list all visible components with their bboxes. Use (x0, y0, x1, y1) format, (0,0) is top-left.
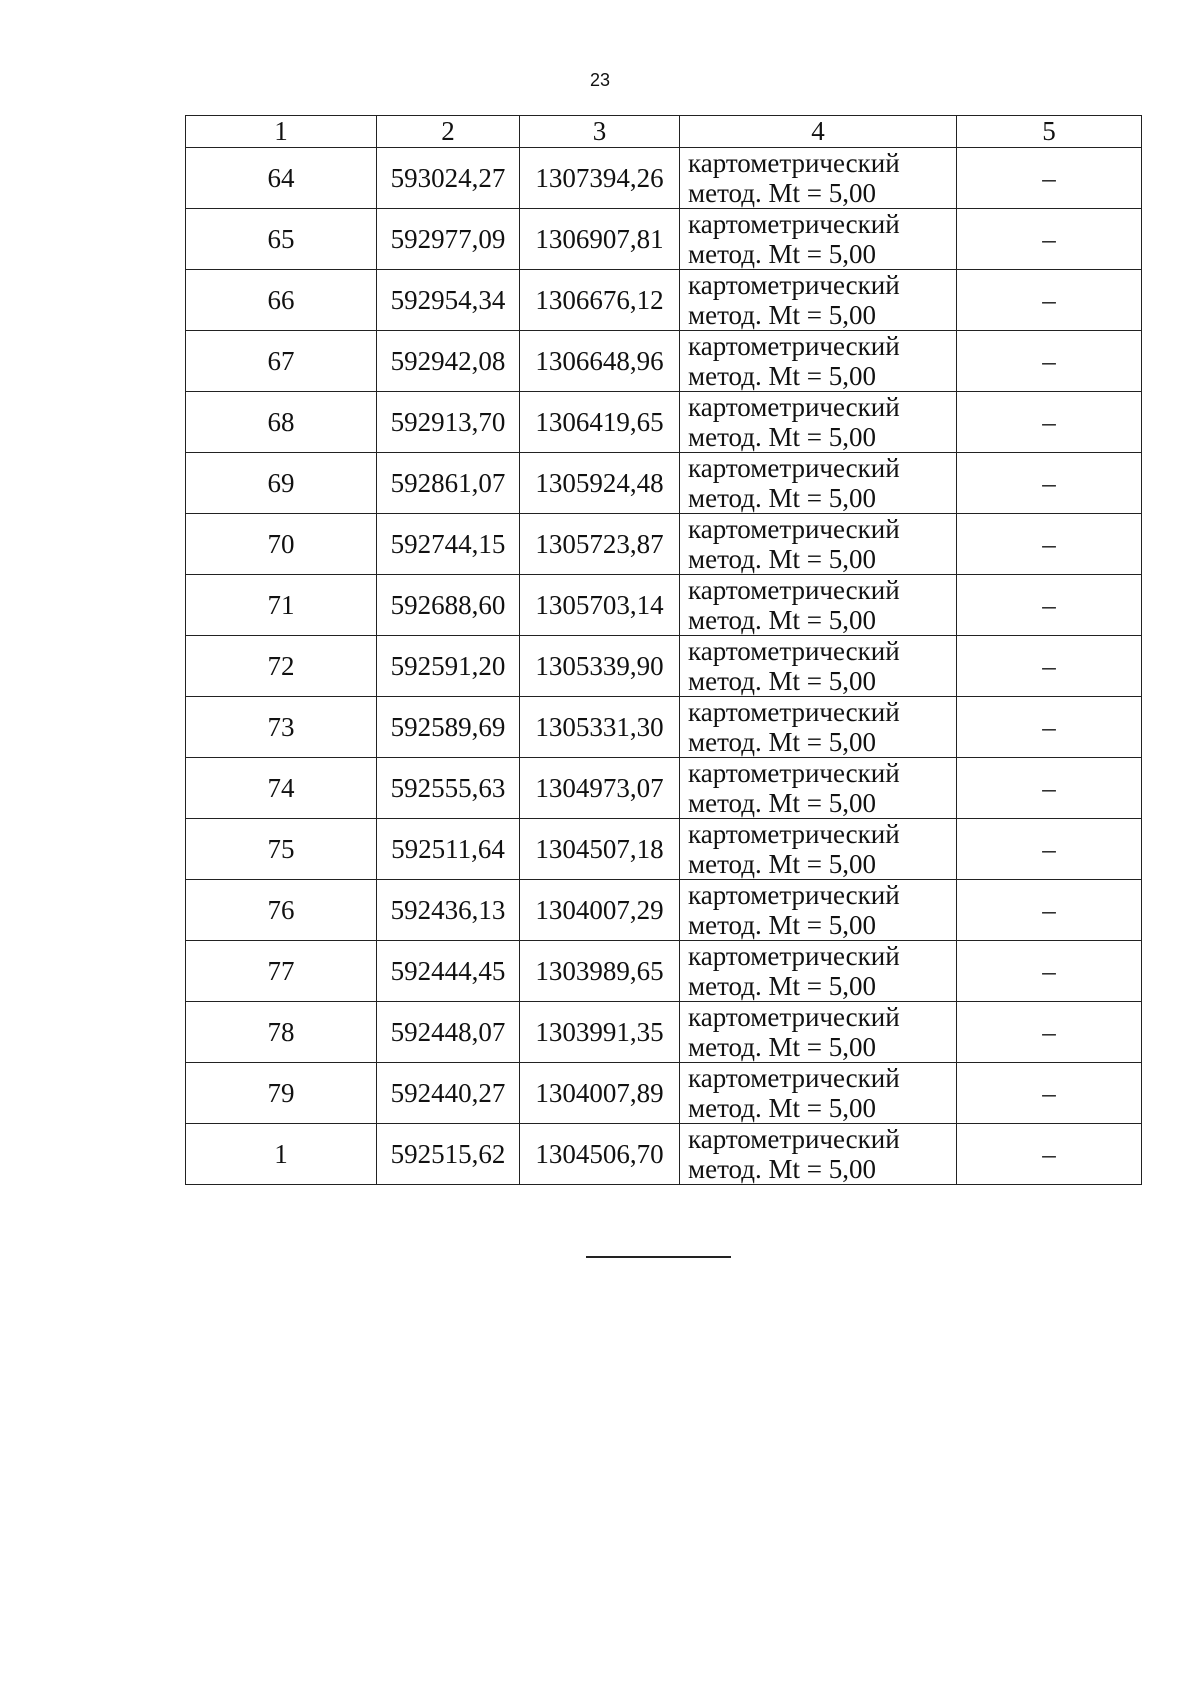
table-row (186, 209, 1142, 270)
point-number-cell: 68 (186, 392, 377, 453)
method-text-line1: картометрический (688, 392, 900, 422)
point-number-cell: 79 (186, 1063, 377, 1124)
method-cell (680, 392, 957, 453)
y-coordinate-cell: 1304007,89 (520, 1063, 680, 1124)
y-coordinate-cell: 1306676,12 (520, 270, 680, 331)
point-number-cell: 75 (186, 819, 377, 880)
note-cell: – (957, 209, 1142, 270)
note-cell: – (957, 148, 1142, 209)
method-cell (680, 148, 957, 209)
y-coordinate-cell: 1305331,30 (520, 697, 680, 758)
table-header (186, 116, 1142, 148)
method-text-line2: метод. Mt = 5,00 (688, 788, 876, 818)
note-cell: – (957, 1124, 1142, 1185)
y-coordinate-cell: 1305703,14 (520, 575, 680, 636)
point-number-cell: 77 (186, 941, 377, 1002)
method-text-line1: картометрический (688, 575, 900, 605)
point-number-cell: 1 (186, 1124, 377, 1185)
y-coordinate-cell: 1304507,18 (520, 819, 680, 880)
method-cell (680, 880, 957, 941)
point-number-cell: 72 (186, 636, 377, 697)
point-number-cell: 78 (186, 1002, 377, 1063)
method-text-line1: картометрический (688, 880, 900, 910)
note-cell: – (957, 575, 1142, 636)
method-text-line1: картометрический (688, 453, 900, 483)
table-row (186, 636, 1142, 697)
table-row (186, 819, 1142, 880)
point-number-cell: 67 (186, 331, 377, 392)
point-number-cell: 73 (186, 697, 377, 758)
page-number: 23 (589, 70, 611, 90)
table-row (186, 575, 1142, 636)
table-row (186, 1124, 1142, 1185)
method-text-line1: картометрический (688, 148, 900, 178)
x-coordinate-cell: 592448,07 (377, 1002, 520, 1063)
table-row (186, 1002, 1142, 1063)
table-row (186, 880, 1142, 941)
note-cell: – (957, 819, 1142, 880)
y-coordinate-cell: 1305723,87 (520, 514, 680, 575)
note-cell: – (957, 392, 1142, 453)
y-coordinate-cell: 1303991,35 (520, 1002, 680, 1063)
x-coordinate-cell: 592744,15 (377, 514, 520, 575)
method-text-line2: метод. Mt = 5,00 (688, 239, 876, 269)
note-cell: – (957, 1002, 1142, 1063)
column-header-3: 3 (520, 116, 680, 148)
y-coordinate-cell: 1307394,26 (520, 148, 680, 209)
y-coordinate-cell: 1304973,07 (520, 758, 680, 819)
note-cell: – (957, 514, 1142, 575)
method-text-line2: метод. Mt = 5,00 (688, 1032, 876, 1062)
x-coordinate-cell: 592589,69 (377, 697, 520, 758)
point-number-cell: 64 (186, 148, 377, 209)
method-cell (680, 758, 957, 819)
x-coordinate-cell: 592913,70 (377, 392, 520, 453)
method-text-line1: картометрический (688, 758, 900, 788)
y-coordinate-cell: 1306419,65 (520, 392, 680, 453)
point-number-cell: 69 (186, 453, 377, 514)
table-row (186, 331, 1142, 392)
point-number-cell: 74 (186, 758, 377, 819)
column-header-5: 5 (957, 116, 1142, 148)
point-number-cell: 70 (186, 514, 377, 575)
table-row (186, 270, 1142, 331)
method-cell (680, 270, 957, 331)
coordinates-table (185, 115, 1142, 1185)
method-text-line2: метод. Mt = 5,00 (688, 910, 876, 940)
method-text-line1: картометрический (688, 331, 900, 361)
method-cell (680, 514, 957, 575)
note-cell: – (957, 453, 1142, 514)
method-text-line2: метод. Mt = 5,00 (688, 361, 876, 391)
method-text-line1: картометрический (688, 514, 900, 544)
y-coordinate-cell: 1306907,81 (520, 209, 680, 270)
table-row (186, 514, 1142, 575)
note-cell: – (957, 941, 1142, 1002)
method-cell (680, 819, 957, 880)
y-coordinate-cell: 1306648,96 (520, 331, 680, 392)
note-cell: – (957, 270, 1142, 331)
method-text-line1: картометрический (688, 697, 900, 727)
x-coordinate-cell: 592444,45 (377, 941, 520, 1002)
method-cell (680, 1002, 957, 1063)
x-coordinate-cell: 593024,27 (377, 148, 520, 209)
method-text-line1: картометрический (688, 819, 900, 849)
note-cell: – (957, 880, 1142, 941)
method-cell (680, 697, 957, 758)
x-coordinate-cell: 592440,27 (377, 1063, 520, 1124)
method-text-line2: метод. Mt = 5,00 (688, 971, 876, 1001)
method-text-line2: метод. Mt = 5,00 (688, 605, 876, 635)
method-text-line1: картометрический (688, 1063, 900, 1093)
table-body (186, 148, 1142, 1185)
method-text-line1: картометрический (688, 1124, 900, 1154)
x-coordinate-cell: 592591,20 (377, 636, 520, 697)
column-header-4: 4 (680, 116, 957, 148)
method-text-line1: картометрический (688, 270, 900, 300)
x-coordinate-cell: 592511,64 (377, 819, 520, 880)
x-coordinate-cell: 592555,63 (377, 758, 520, 819)
method-cell (680, 209, 957, 270)
point-number-cell: 66 (186, 270, 377, 331)
x-coordinate-cell: 592942,08 (377, 331, 520, 392)
table-row (186, 1063, 1142, 1124)
method-text-line1: картометрический (688, 636, 900, 666)
method-text-line2: метод. Mt = 5,00 (688, 1093, 876, 1123)
method-text-line2: метод. Mt = 5,00 (688, 1154, 876, 1184)
point-number-cell: 76 (186, 880, 377, 941)
x-coordinate-cell: 592977,09 (377, 209, 520, 270)
method-text-line2: метод. Mt = 5,00 (688, 849, 876, 879)
column-header-1: 1 (186, 116, 377, 148)
x-coordinate-cell: 592954,34 (377, 270, 520, 331)
method-text-line2: метод. Mt = 5,00 (688, 727, 876, 757)
y-coordinate-cell: 1304007,29 (520, 880, 680, 941)
method-text-line1: картометрический (688, 209, 900, 239)
table-row (186, 697, 1142, 758)
note-cell: – (957, 636, 1142, 697)
method-cell (680, 453, 957, 514)
method-text-line1: картометрический (688, 941, 900, 971)
table-row (186, 148, 1142, 209)
x-coordinate-cell: 592436,13 (377, 880, 520, 941)
method-text-line2: метод. Mt = 5,00 (688, 422, 876, 452)
end-divider (586, 1256, 731, 1258)
method-text-line2: метод. Mt = 5,00 (688, 300, 876, 330)
x-coordinate-cell: 592861,07 (377, 453, 520, 514)
point-number-cell: 71 (186, 575, 377, 636)
point-number-cell: 65 (186, 209, 377, 270)
method-text-line2: метод. Mt = 5,00 (688, 483, 876, 513)
note-cell: – (957, 697, 1142, 758)
method-cell (680, 636, 957, 697)
note-cell: – (957, 1063, 1142, 1124)
y-coordinate-cell: 1303989,65 (520, 941, 680, 1002)
y-coordinate-cell: 1305924,48 (520, 453, 680, 514)
method-cell (680, 575, 957, 636)
note-cell: – (957, 758, 1142, 819)
method-text-line2: метод. Mt = 5,00 (688, 544, 876, 574)
method-cell (680, 1124, 957, 1185)
method-cell (680, 331, 957, 392)
x-coordinate-cell: 592688,60 (377, 575, 520, 636)
table-row (186, 453, 1142, 514)
method-cell (680, 941, 957, 1002)
method-cell (680, 1063, 957, 1124)
x-coordinate-cell: 592515,62 (377, 1124, 520, 1185)
method-text-line1: картометрический (688, 1002, 900, 1032)
column-header-2: 2 (377, 116, 520, 148)
note-cell: – (957, 331, 1142, 392)
header-row (186, 116, 1142, 148)
method-text-line2: метод. Mt = 5,00 (688, 666, 876, 696)
y-coordinate-cell: 1304506,70 (520, 1124, 680, 1185)
method-text-line2: метод. Mt = 5,00 (688, 178, 876, 208)
table-row (186, 941, 1142, 1002)
table-row (186, 392, 1142, 453)
y-coordinate-cell: 1305339,90 (520, 636, 680, 697)
table-row (186, 758, 1142, 819)
